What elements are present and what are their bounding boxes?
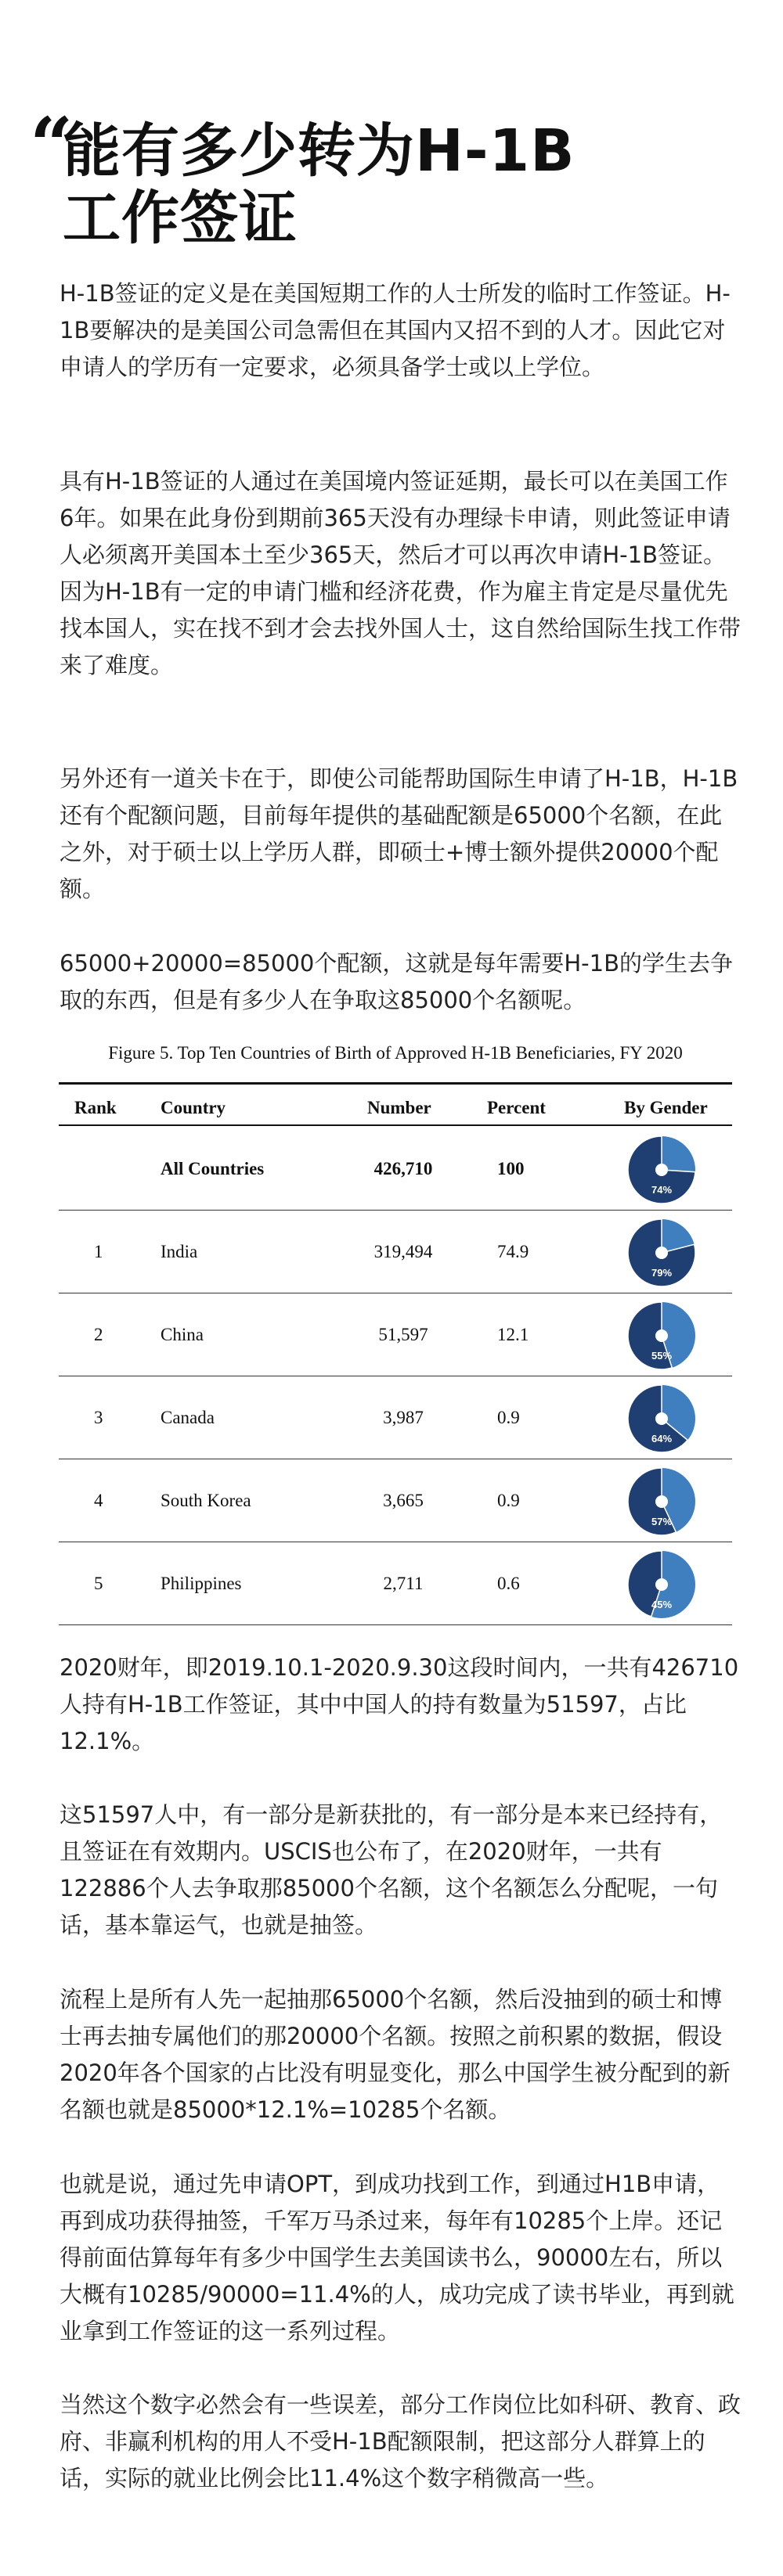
h1b-country-table bbox=[59, 1043, 732, 1626]
gender-pie bbox=[626, 1135, 697, 1205]
pie-center bbox=[655, 1495, 668, 1508]
title-line-2: 工作签证 bbox=[63, 185, 298, 252]
pie-percent-label: 79% bbox=[651, 1267, 673, 1279]
pie-percent-label: 74% bbox=[651, 1184, 673, 1196]
gender-pie bbox=[626, 1301, 697, 1371]
paragraph: 流程上是所有人先一起抽那65000个名额，然后没抽到的硕士和博士再去抽专属他们的那20000个名额。按照之前积累的数据，假设2020年各个国家的占比没有明显变化，那么中国学生被分配到的新名额也就是85000*12.1%=10285个名额。 bbox=[60, 1986, 731, 2123]
pie-center bbox=[655, 1247, 668, 1259]
cell-country: China bbox=[161, 1325, 204, 1344]
figure-caption: Figure 5. Top Ten Countries of Birth of Approved H-1B Beneficiaries, FY 2020 bbox=[108, 1043, 683, 1063]
table-row bbox=[59, 1376, 732, 1459]
paragraph: 这51597人中，有一部分是新获批的，有一部分是本来已经持有，且签证在有效期内。USCIS也公布了，在2020财年，一共有122886个人去争取那85000个名额，这个名额怎么分配呢，一句话，基本靠运气，也就是抽签。 bbox=[60, 1801, 723, 1938]
pie-percent-label: 57% bbox=[651, 1516, 673, 1527]
pie-center bbox=[655, 1329, 668, 1342]
cell-number: 426,710 bbox=[373, 1159, 433, 1178]
cell-percent: 0.6 bbox=[497, 1574, 520, 1593]
header-gender: By Gender bbox=[624, 1098, 708, 1117]
cell-country: India bbox=[161, 1242, 198, 1261]
cell-country: All Countries bbox=[161, 1159, 265, 1178]
cell-country: Canada bbox=[161, 1408, 215, 1427]
gender-pie bbox=[626, 1549, 697, 1620]
cell-rank: 1 bbox=[94, 1242, 103, 1261]
paragraph: 也就是说，通过先申请OPT，到成功找到工作，到通过H1B申请，再到成功获得抽签，千军万马杀过来，每年有10285个上岸。还记得前面估算每年有多少中国学生去美国读书么，90000左右，所以大概有10285/90000=11.4%的人，成功完成了读书毕业，再到就业拿到工作签证的这一系列过程。 bbox=[60, 2171, 734, 2344]
table-row bbox=[59, 1293, 732, 1376]
table-top-rule bbox=[59, 1082, 732, 1085]
paragraph: 2020财年，即2019.10.1-2020.9.30这段时间内，一共有426710人持有H-1B工作签证，其中中国人的持有数量为51597，占比12.1%。 bbox=[60, 1654, 739, 1754]
gender-pie bbox=[626, 1218, 697, 1288]
paragraph: H-1B签证的定义是在美国短期工作的人士所发的临时工作签证。H-1B要解决的是美国公司急需但在其国内又招不到的人才。因此它对申请人的学历有一定要求，必须具备学士或以上学位。 bbox=[60, 280, 731, 380]
pie-percent-label: 55% bbox=[651, 1350, 673, 1362]
paragraph: 具有H-1B签证的人通过在美国境内签证延期，最长可以在美国工作6年。如果在此身份到期前365天没有办理绿卡申请，则此签证申请人必须离开美国本土至少365天，然后才可以再次申请H-1B签证。因为H-1B有一定的申请门槛和经济花费，作为雇主肯定是尽量优先找本国人，实在找不到才会去找外国人士，这自然给国际生找工作带来了难度。 bbox=[60, 468, 742, 678]
cell-number: 51,597 bbox=[378, 1325, 428, 1344]
pie-percent-label: 64% bbox=[651, 1433, 673, 1445]
header-rank: Rank bbox=[74, 1098, 117, 1117]
cell-number: 3,987 bbox=[383, 1408, 424, 1427]
paragraph: 65000+20000=85000个配额，这就是每年需要H-1B的学生去争取的东西，但是有多少人在争取这85000个名额呢。 bbox=[60, 950, 733, 1013]
gender-pie bbox=[626, 1466, 697, 1537]
table-row bbox=[59, 1211, 732, 1293]
table-header-rule bbox=[59, 1124, 732, 1126]
gender-pie bbox=[626, 1383, 697, 1454]
article-heading bbox=[30, 101, 734, 252]
paragraph: 当然这个数字必然会有一些误差，部分工作岗位比如科研、教育、政府、非赢利机构的用人不受H-1B配额限制，把这部分人群算上的话，实际的就业比例会比11.4%这个数字稍微高一些。 bbox=[60, 2391, 742, 2491]
paragraph: 另外还有一道关卡在于，即使公司能帮助国际生申请了H-1B，H-1B还有个配额问题，目前每年提供的基础配额是65000个名额，在此之外，对于硕士以上学历人群，即硕士+博士额外提供20000个配额。 bbox=[60, 765, 738, 902]
pie-center bbox=[655, 1164, 668, 1176]
cell-number: 3,665 bbox=[383, 1491, 424, 1510]
row-divider bbox=[59, 1624, 732, 1626]
cell-number: 2,711 bbox=[383, 1574, 424, 1593]
cell-number: 319,494 bbox=[373, 1242, 433, 1261]
table-row bbox=[59, 1459, 732, 1542]
cell-percent: 12.1 bbox=[497, 1325, 529, 1344]
pie-center bbox=[655, 1578, 668, 1591]
cell-rank: 2 bbox=[94, 1325, 103, 1344]
header-country: Country bbox=[161, 1098, 226, 1117]
pie-percent-label: 45% bbox=[651, 1599, 673, 1610]
cell-percent: 100 bbox=[497, 1159, 525, 1178]
cell-percent: 0.9 bbox=[497, 1491, 520, 1510]
header-percent: Percent bbox=[487, 1098, 546, 1117]
cell-rank: 3 bbox=[94, 1408, 103, 1427]
table-row bbox=[59, 1128, 732, 1211]
cell-percent: 0.9 bbox=[497, 1408, 520, 1427]
cell-rank: 4 bbox=[94, 1491, 103, 1510]
title-line-1: 能有多少转为H-1B bbox=[63, 117, 576, 185]
quote-mark: “ bbox=[30, 101, 74, 189]
cell-rank: 5 bbox=[94, 1574, 103, 1593]
header-number: Number bbox=[367, 1098, 431, 1117]
cell-country: Philippines bbox=[161, 1574, 242, 1593]
cell-percent: 74.9 bbox=[497, 1242, 529, 1261]
table-row bbox=[59, 1542, 732, 1625]
cell-country: South Korea bbox=[161, 1491, 251, 1510]
pie-center bbox=[655, 1412, 668, 1425]
